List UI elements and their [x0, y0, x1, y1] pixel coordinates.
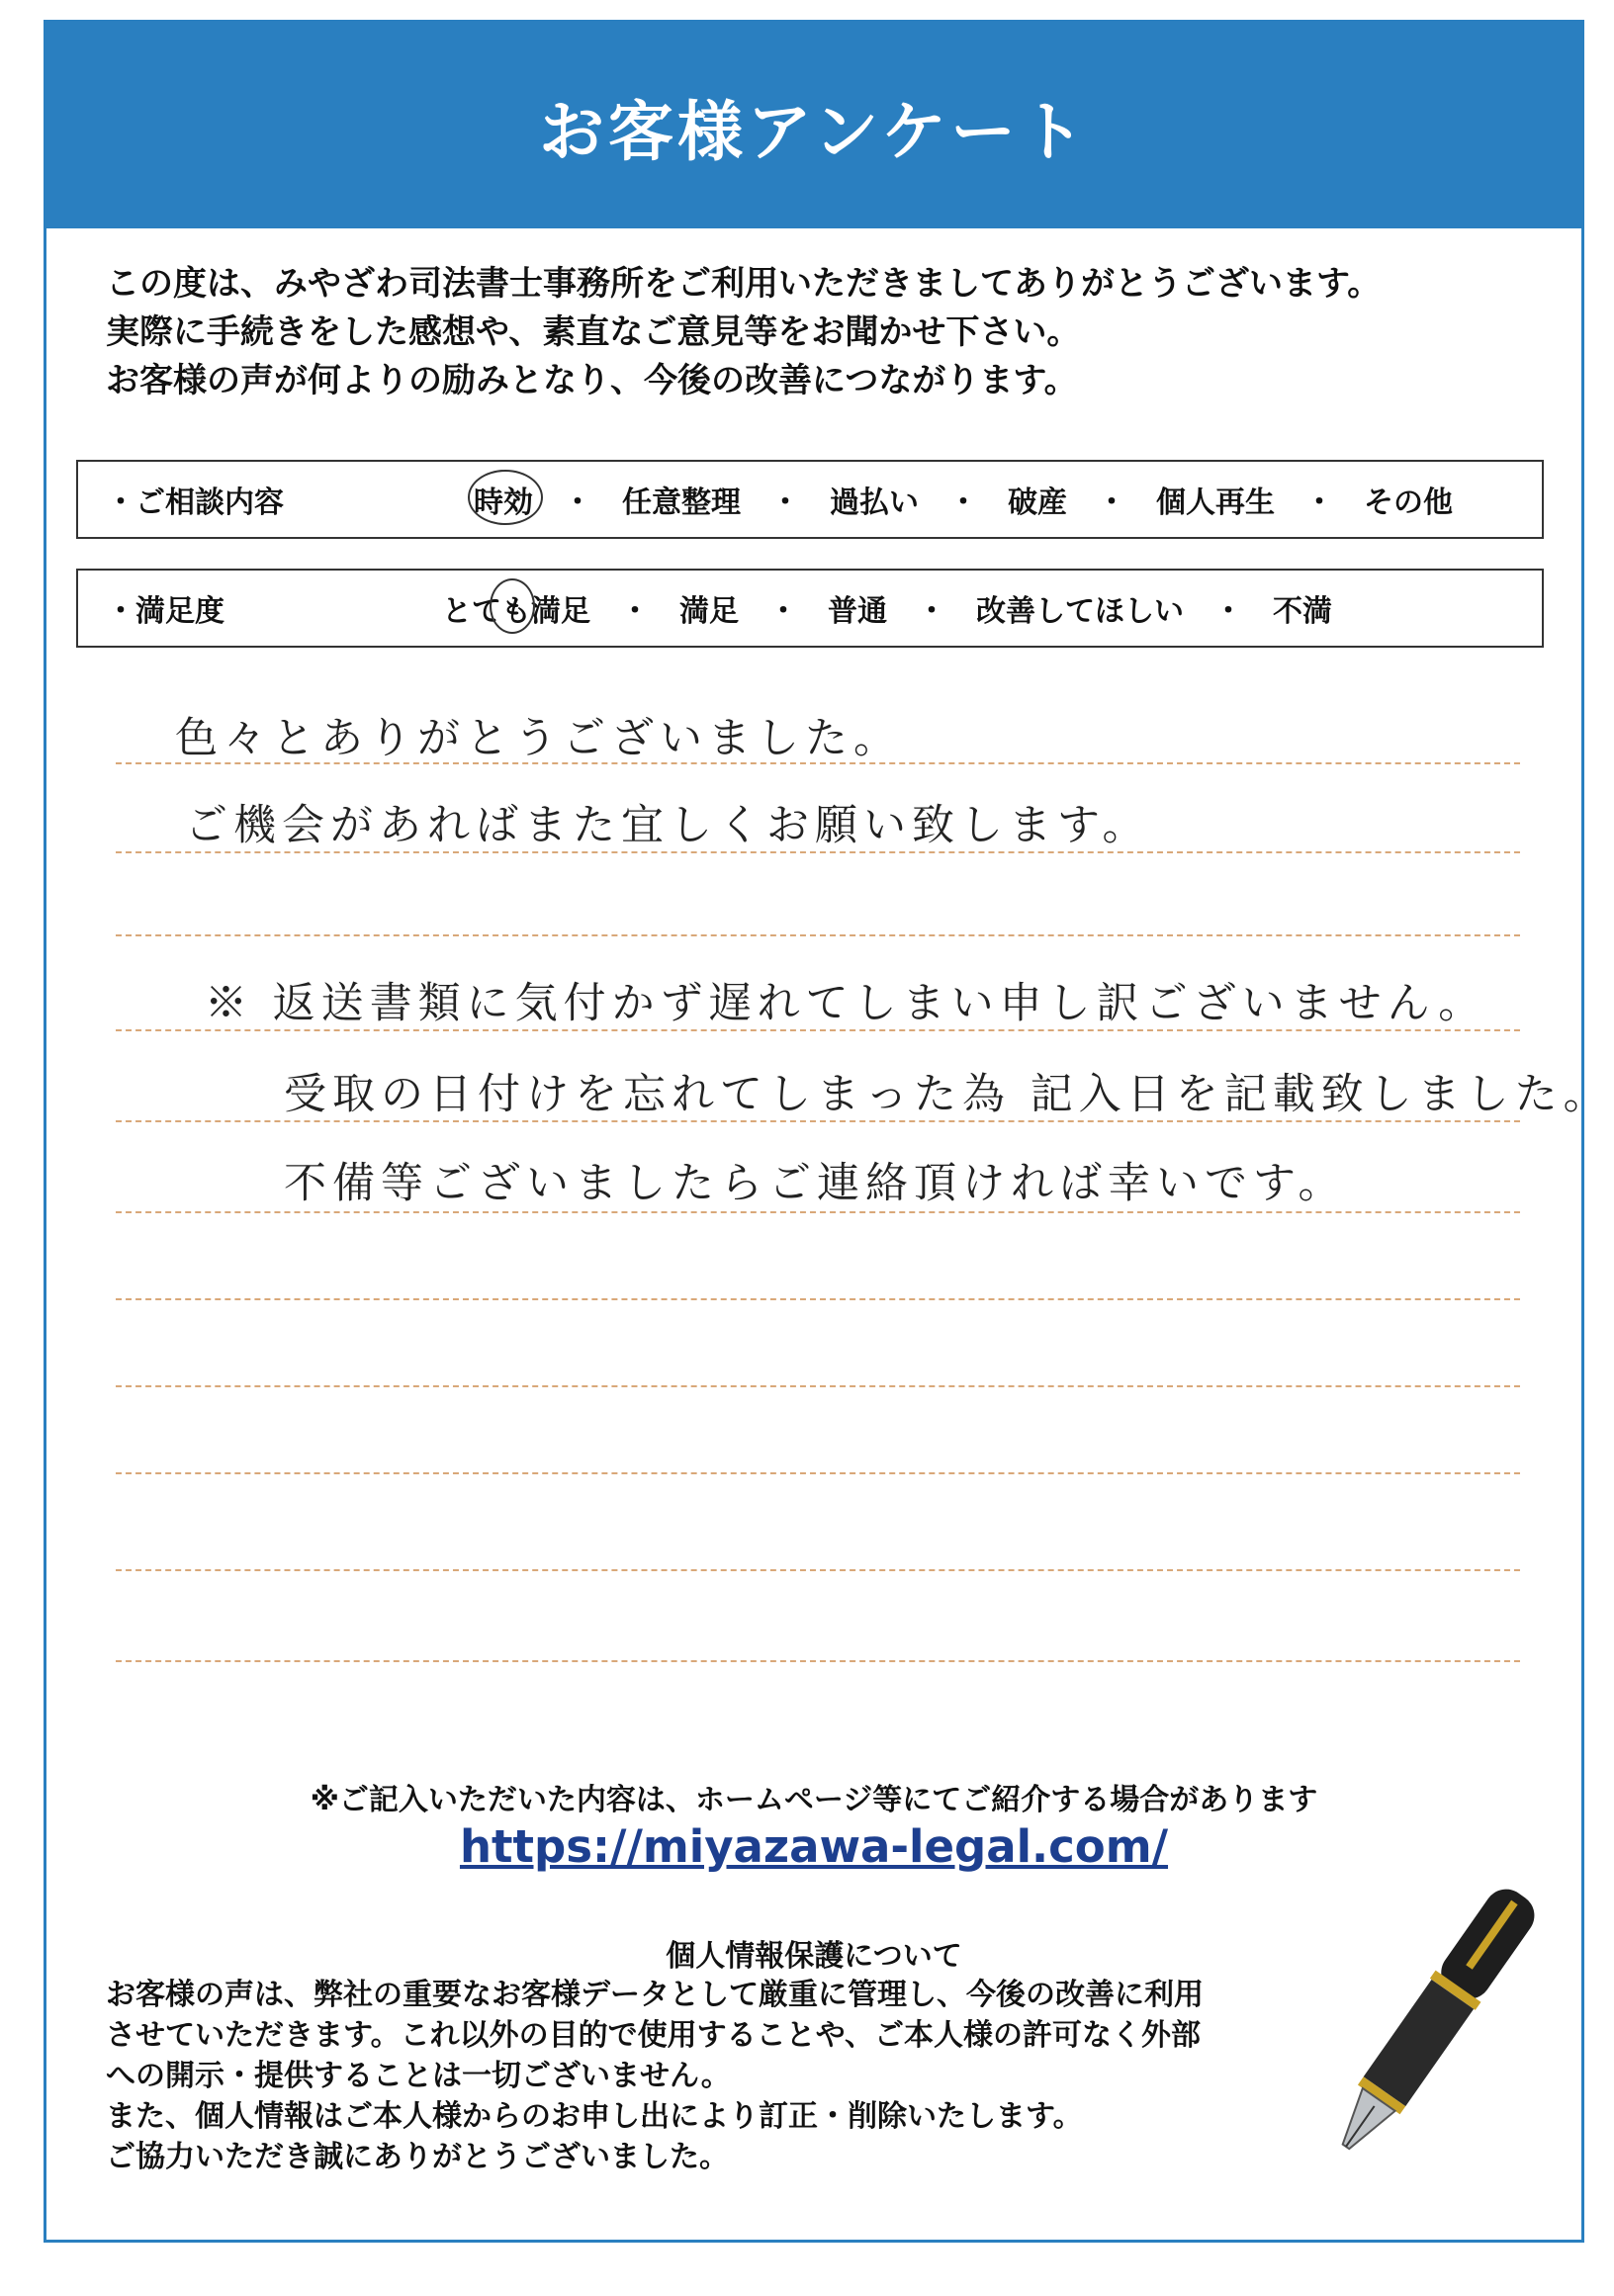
intro-line: お客様の声が何よりの励みとなり、今後の改善につながります。 [106, 361, 1078, 400]
intro-line: 実際に手続きをした感想や、素直なご意見等をお聞かせ下さい。 [106, 312, 1081, 352]
privacy-line: また、個人情報はご本人様からのお申し出により訂正・削除いたします。 [106, 2099, 1083, 2134]
ruled-line [116, 1211, 1520, 1213]
ruled-line [116, 1660, 1520, 1662]
satisfaction-label: ・満足度 [106, 594, 224, 629]
ruled-line [116, 1298, 1520, 1300]
fountain-pen-icon [1293, 1862, 1569, 2188]
separator: ・ [948, 486, 978, 520]
intro-text [106, 260, 1550, 405]
separator: ・ [1097, 486, 1126, 520]
publication-note: ※ご記入いただいた内容は、ホームページ等にてご紹介する場合があります [310, 1783, 1318, 1817]
consultation-option[interactable]: 個人再生 [1156, 486, 1275, 520]
consultation-options [474, 478, 1453, 521]
satisfaction-option[interactable]: 改善してほしい [976, 594, 1184, 629]
consultation-option[interactable]: 任意整理 [622, 486, 741, 520]
ruled-line [116, 934, 1520, 936]
separator: ・ [620, 594, 650, 629]
consultation-label: ・ご相談内容 [106, 486, 284, 520]
privacy-text [106, 1975, 1204, 2177]
header-banner [46, 23, 1581, 228]
consultation-option[interactable]: 過払い [830, 486, 919, 520]
privacy-line: お客様の声は、弊社の重要なお客様データとして厳重に管理し、今後の改善に利用 [106, 1978, 1204, 2012]
consultation-option[interactable]: その他 [1364, 486, 1453, 520]
privacy-line: への開示・提供することは一切ございません。 [106, 2059, 731, 2093]
consultation-box [76, 460, 1544, 539]
page-title: お客様アンケート [538, 93, 1090, 170]
handwritten-comment: ※ 返送書類に気付かず遅れてしまい申し訳ございません。 [205, 979, 1487, 1028]
handwritten-comment: ご機会があればまた宜しくお願い致します。 [185, 801, 1151, 850]
privacy-line: させていただきます。これ以外の目的で使用することや、ご本人様の許可なく外部 [106, 2018, 1201, 2053]
privacy-title: 個人情報保護について [666, 1939, 962, 1974]
satisfaction-option[interactable]: 普通 [828, 594, 887, 629]
satisfaction-option[interactable]: 満足 [679, 594, 739, 629]
separator: ・ [1213, 594, 1243, 629]
selection-circle [468, 470, 543, 525]
handwritten-comment: 不備等ございましたらご連絡頂ければ幸いです。 [284, 1159, 1347, 1208]
ruled-line [116, 1569, 1520, 1571]
separator: ・ [768, 594, 798, 629]
intro-line: この度は、みやざわ司法書士事務所をご利用いただきましてありがとうございます。 [106, 264, 1382, 304]
website-link[interactable]: https://miyazawa-legal.com/ [459, 1820, 1169, 1873]
satisfaction-box [76, 569, 1544, 648]
separator: ・ [1304, 486, 1334, 520]
consultation-option[interactable]: 破産 [1008, 486, 1067, 520]
privacy-line: ご協力いただき誠にありがとうございました。 [106, 2140, 729, 2174]
satisfaction-option-selected[interactable]: とても満足 [442, 586, 590, 630]
handwritten-comment: 受取の日付けを忘れてしまった為 記入日を記載致しました。 [284, 1070, 1612, 1119]
satisfaction-options [442, 586, 1332, 630]
consultation-option-selected[interactable]: 時効 [474, 478, 533, 521]
separator: ・ [563, 486, 592, 520]
separator: ・ [917, 594, 946, 629]
separator: ・ [770, 486, 800, 520]
ruled-line [116, 1385, 1520, 1387]
survey-sheet [44, 20, 1612, 2243]
handwritten-comment: 色々とありがとうございました。 [175, 714, 902, 763]
selection-circle [490, 578, 535, 634]
satisfaction-option[interactable]: 不満 [1273, 594, 1332, 629]
ruled-line [116, 1472, 1520, 1474]
